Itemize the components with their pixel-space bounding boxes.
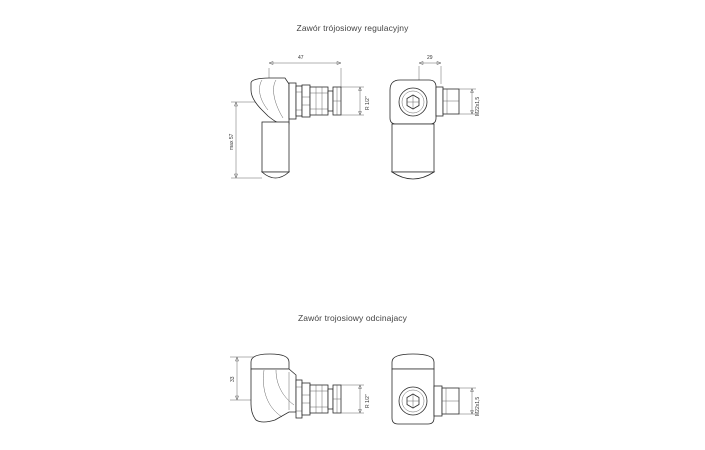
valve1-side-view <box>229 55 371 178</box>
dim-thread-m22: M22x1,5 <box>475 96 481 116</box>
valve2-side-view <box>230 354 371 422</box>
dim-thread-m22-2: M22x1,5 <box>475 396 481 416</box>
dim-height-max57: max 57 <box>229 133 235 150</box>
dim-thread-r12-2: R 1/2" <box>365 394 371 408</box>
dim-width-47: 47 <box>298 55 304 61</box>
diagram-title-odcinajacy: Zawór trojosiowy odcinajacy <box>298 313 407 323</box>
dim-height-33: 33 <box>230 376 236 382</box>
dim-width-29: 29 <box>427 55 433 61</box>
valve1-front-view <box>390 55 481 179</box>
diagram-title-regulacyjny: Zawór trójosiowy regulacyjny <box>296 23 409 33</box>
dim-thread-r12: R 1/2" <box>365 96 371 110</box>
valve2-front-view <box>392 354 481 424</box>
